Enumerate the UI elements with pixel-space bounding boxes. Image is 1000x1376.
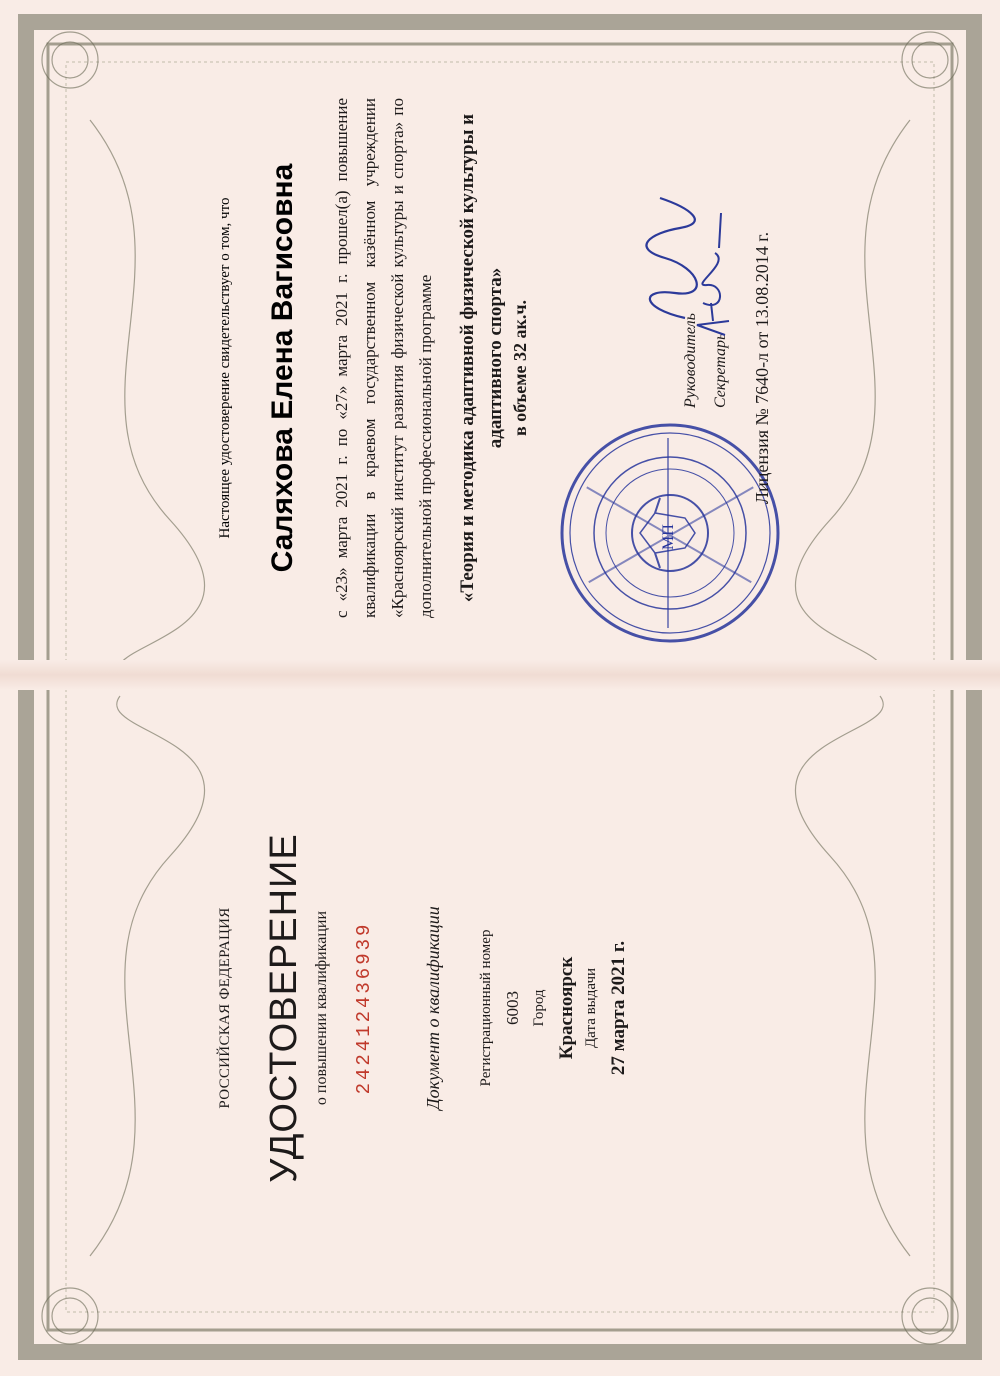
reg-number-label: Регистрационный номер bbox=[478, 929, 494, 1087]
issue-date-value: 27 марта 2021 г. bbox=[608, 940, 629, 1076]
secretary-signature bbox=[685, 203, 745, 343]
country-label: РОССИЙСКАЯ ФЕДЕРАЦИЯ bbox=[217, 907, 233, 1109]
rotated-certificate-spread bbox=[70, 48, 930, 1328]
document-number: 242412436939 bbox=[353, 921, 375, 1095]
document-type: Документ о квалификации bbox=[423, 906, 443, 1110]
stamp-mark: МП bbox=[660, 524, 677, 550]
license-info: Лицензия № 7640-л от 13.08.2014 г. bbox=[752, 231, 772, 505]
document-subtitle: о повышении квалификации bbox=[313, 910, 330, 1106]
city-value: Красноярск bbox=[556, 956, 577, 1060]
certificate-right-page bbox=[70, 48, 930, 688]
program-name: «Теория и методика адаптивной физической культуры и адаптивного спорта» bbox=[457, 113, 506, 603]
director-label: Руководитель bbox=[682, 313, 699, 408]
program-volume: в объеме 32 ак.ч. bbox=[510, 299, 530, 437]
issue-date-label: Дата выдачи bbox=[583, 967, 599, 1049]
secretary-label: Секретарь bbox=[712, 332, 729, 408]
certificate-left-page bbox=[70, 688, 930, 1328]
reg-number-value: 6003 bbox=[503, 991, 522, 1025]
city-label: Город bbox=[531, 989, 547, 1027]
document-title: УДОСТОВЕРЕНИЕ bbox=[263, 833, 305, 1183]
holder-full-name: Саляхова Елена Вагисовна bbox=[266, 163, 299, 573]
training-description: с «23» марта 2021 г. по «27» марта 2021 г. прошел(а) повышение квалификации в краевом государственном казённом учреждении «Красноярский институт развития физической культуры и спорта» по дополнительной профессиональной программе bbox=[332, 98, 435, 618]
certificate-intro: Настоящее удостоверение свидетельствует о том, что bbox=[217, 197, 233, 539]
